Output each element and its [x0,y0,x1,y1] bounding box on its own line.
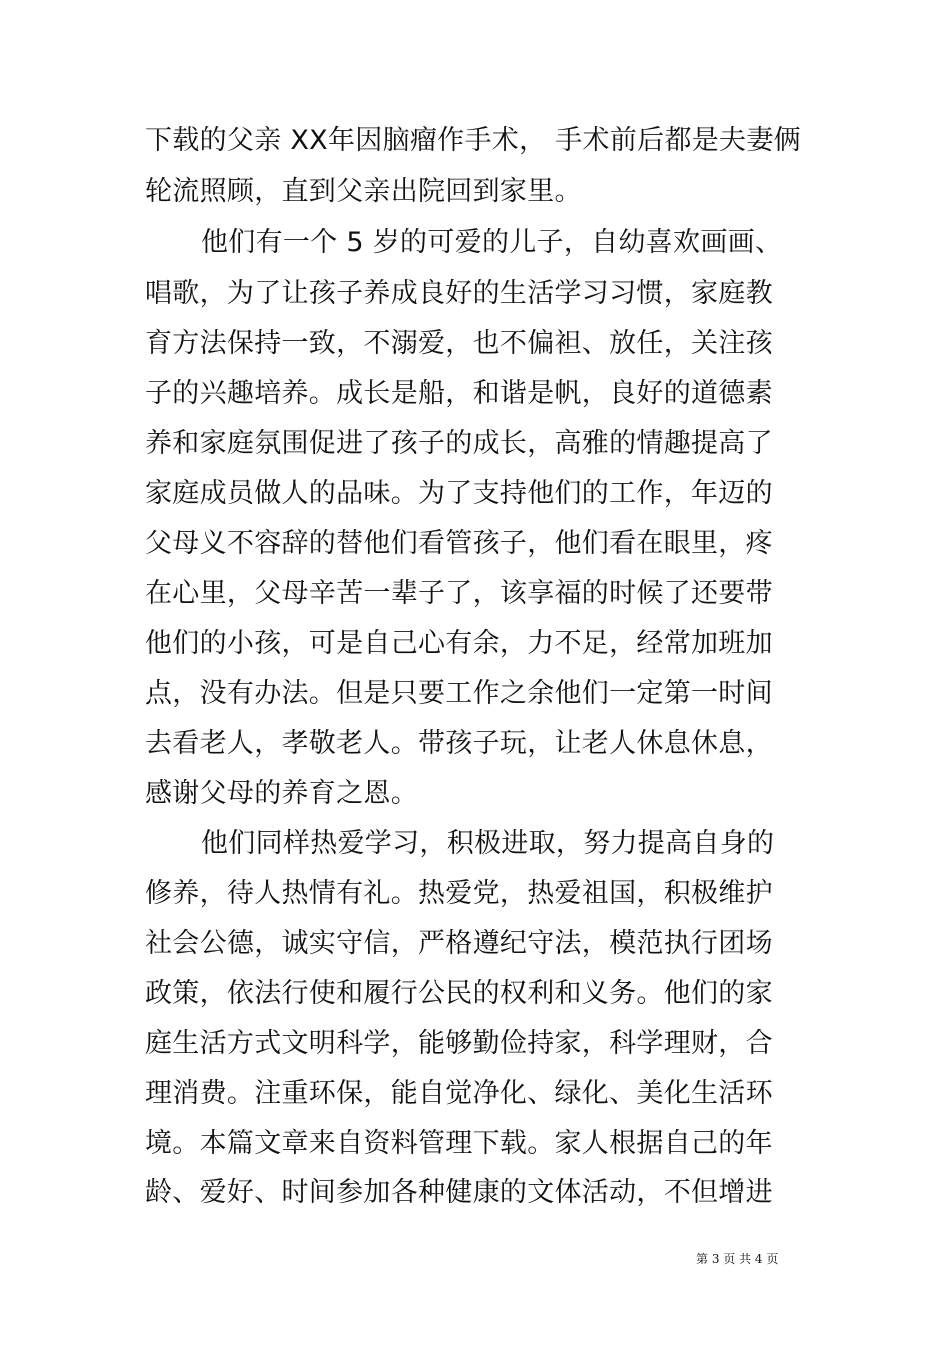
body-line-1: 下载的父亲 XX年因脑瘤作手术， 手术前后都是夫妻俩 [145,125,801,156]
body-line-16: 修养，待人热情有礼。热爱党，热爱祖国，积极维护 [145,878,773,909]
body-line-19: 庭生活方式文明科学，能够勤俭持家，科学理财，合 [145,1028,773,1059]
body-line-7: 养和家庭氛围促进了孩子的成长，高雅的情趣提高了 [145,428,773,459]
body-line-20: 理消费。注重环保，能自觉净化、绿化、美化生活环 [145,1078,773,1109]
body-line-21: 境。本篇文章来自资料管理下载。家人根据自己的年 [145,1128,773,1159]
paragraph-start-line: 他们有一个 5 岁的可爱的儿子，自幼喜欢画画、 [201,227,783,258]
body-line-11: 他们的小孩，可是自己心有余，力不足，经常加班加 [145,628,773,659]
body-line-9: 父母义不容辞的替他们看管孩子，他们看在眼里，疼 [145,528,773,559]
body-line-10: 在心里，父母辛苦一辈子了，该享福的时候了还要带 [145,578,773,609]
body-line-12: 点，没有办法。但是只要工作之余他们一定第一时间 [145,678,773,709]
body-line-5: 育方法保持一致，不溺爱，也不偏袒、放任，关注孩 [145,328,773,359]
body-line-22: 龄、爱好、时间参加各种健康的文体活动，不但增进 [145,1177,773,1208]
body-line-18: 政策，依法行使和履行公民的权利和义务。他们的家 [145,978,773,1009]
page-number-footer: 第 3 页 共 4 页 [696,1252,779,1266]
body-line-8: 家庭成员做人的品味。为了支持他们的工作，年迈的 [145,478,773,509]
paragraph-start-line: 他们同样热爱学习，积极进取，努力提高自身的 [201,828,775,859]
body-line-6: 子的兴趣培养。成长是船，和谐是帆，良好的道德素 [145,378,773,409]
body-line-17: 社会公德，诚实守信，严格遵纪守法，模范执行团场 [145,928,773,959]
body-line-13: 去看老人，孝敬老人。带孩子玩，让老人休息休息， [145,728,773,759]
body-line-2: 轮流照顾，直到父亲出院回到家里。 [145,176,582,207]
body-line-4: 唱歌，为了让孩子养成良好的生活学习习惯，家庭教 [145,278,773,309]
body-line-14: 感谢父母的养育之恩。 [145,778,418,809]
